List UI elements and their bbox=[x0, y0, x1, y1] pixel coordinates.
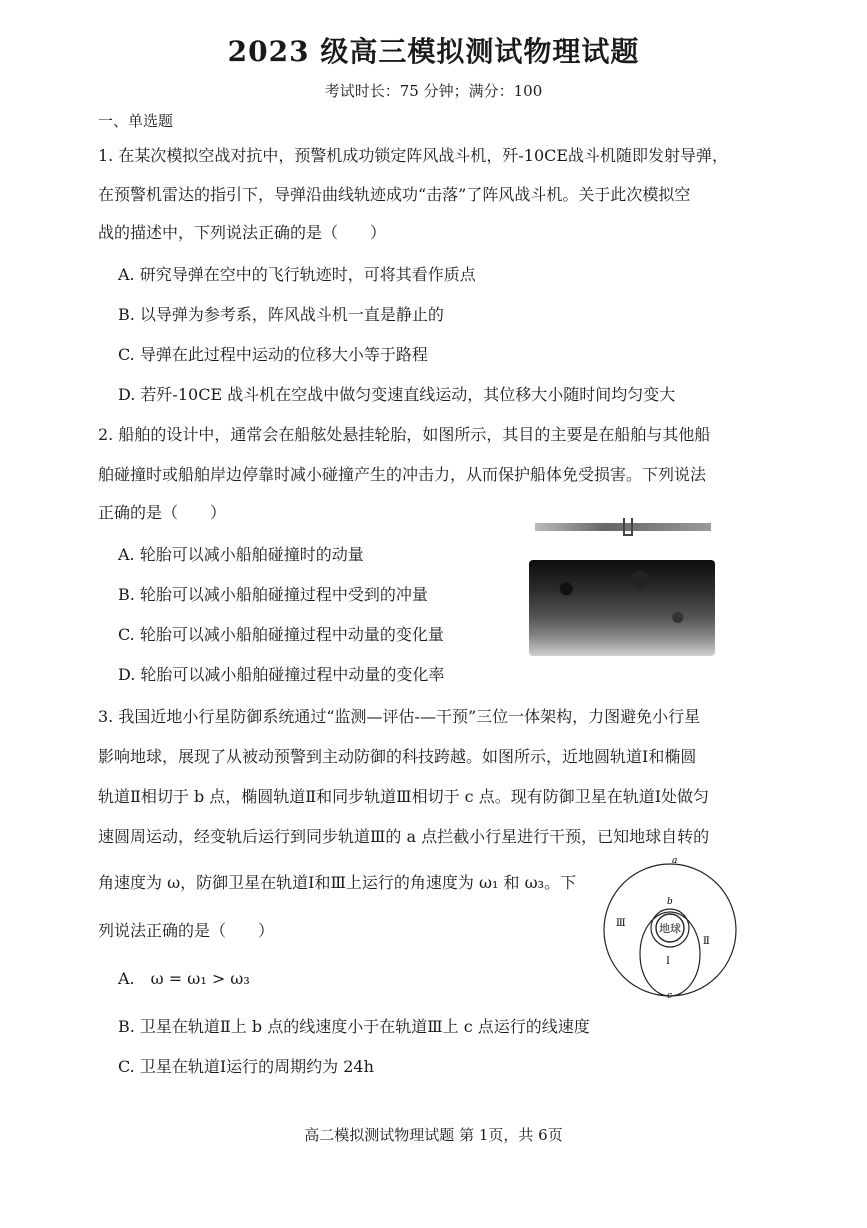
q3-option-a: A. ω = ω₁ > ω₃ bbox=[118, 969, 250, 988]
q1-stem-line: 在预警机雷达的指引下，导弹沿曲线轨迹成功“击落”了阵风战斗机。关于此次模拟空 bbox=[98, 185, 691, 204]
ship-tire-photo bbox=[527, 518, 717, 658]
q3-option-c: C. 卫星在轨道Ⅰ运行的周期约为 24h bbox=[118, 1057, 374, 1076]
q2-option-a: A. 轮胎可以减小船舶碰撞时的动量 bbox=[118, 545, 364, 564]
orbit-diagram bbox=[603, 852, 737, 1002]
q3-stem-line: 轨道Ⅱ相切于 b 点，椭圆轨道Ⅱ和同步轨道Ⅲ相切于 c 点。现有防御卫星在轨道Ⅰ处做匀 bbox=[98, 787, 710, 806]
q1-option-a: A. 研究导弹在空中的飞行轨迹时，可将其看作质点 bbox=[118, 265, 476, 284]
orbit-3-label: Ⅲ bbox=[616, 918, 626, 929]
q3-stem-line: 角速度为 ω，防御卫星在轨道Ⅰ和Ⅲ上运行的角速度为 ω₁ 和 ω₃。下 bbox=[98, 873, 577, 892]
point-b-label: b bbox=[667, 897, 673, 907]
point-c-label: c bbox=[667, 991, 673, 1001]
q3-stem-line: 速圆周运动，经变轨后运行到同步轨道Ⅲ的 a 点拦截小行星进行干预，已知地球自转的 bbox=[98, 827, 710, 846]
q2-option-b: B. 轮胎可以减小船舶碰撞过程中受到的冲量 bbox=[118, 585, 428, 604]
page-title: 2023 级高三模拟测试物理试题 bbox=[227, 35, 640, 68]
orbit-2-label: Ⅱ bbox=[703, 936, 710, 947]
q2-option-d: D. 轮胎可以减小船舶碰撞过程中动量的变化率 bbox=[118, 665, 445, 684]
page-footer: 高二模拟测试物理试题 第 1页，共 6页 bbox=[304, 1126, 563, 1144]
q1-stem-line: 战的描述中，下列说法正确的是（ ） bbox=[98, 223, 387, 242]
q1-stem-line: 1. 在某次模拟空战对抗中，预警机成功锁定阵风战斗机，歼-10CE战斗机随即发射导弹， bbox=[98, 146, 729, 165]
tire-hanger bbox=[623, 518, 633, 536]
q1-option-d: D. 若歼-10CE 战斗机在空战中做匀变速直线运动，其位移大小随时间均匀变大 bbox=[118, 385, 676, 404]
q2-stem-line: 正确的是（ ） bbox=[98, 503, 227, 522]
q2-stem-line: 2. 船舶的设计中，通常会在船舷处悬挂轮胎，如图所示，其目的主要是在船舶与其他船 bbox=[98, 425, 711, 444]
point-a-label: a bbox=[672, 856, 678, 866]
q3-stem-line: 3. 我国近地小行星防御系统通过“监测—评估-—干预”三位一体架构，力图避免小行星 bbox=[98, 707, 701, 726]
section-heading: 一、单选题 bbox=[98, 112, 174, 130]
q1-option-c: C. 导弹在此过程中运动的位移大小等于路程 bbox=[118, 345, 428, 364]
earth-label: 地球 bbox=[659, 922, 681, 935]
q2-option-c: C. 轮胎可以减小船舶碰撞过程中动量的变化量 bbox=[118, 625, 444, 644]
q3-option-b: B. 卫星在轨道Ⅱ上 b 点的线速度小于在轨道Ⅲ上 c 点运行的线速度 bbox=[118, 1017, 590, 1036]
q2-stem-line: 舶碰撞时或船舶岸边停靠时减小碰撞产生的冲击力，从而保护船体免受损害。下列说法 bbox=[98, 465, 707, 484]
orbit-1-label: Ⅰ bbox=[666, 956, 670, 967]
q3-stem-line: 列说法正确的是（ ） bbox=[98, 921, 275, 940]
q3-stem-line: 影响地球，展现了从被动预警到主动防御的科技跨越。如图所示，近地圆轨道Ⅰ和椭圆 bbox=[98, 747, 697, 766]
fender-tire bbox=[529, 560, 715, 656]
exam-info: 考试时长：75 分钟；满分：100 bbox=[324, 82, 543, 100]
q1-option-b: B. 以导弹为参考系，阵风战斗机一直是静止的 bbox=[118, 305, 444, 324]
